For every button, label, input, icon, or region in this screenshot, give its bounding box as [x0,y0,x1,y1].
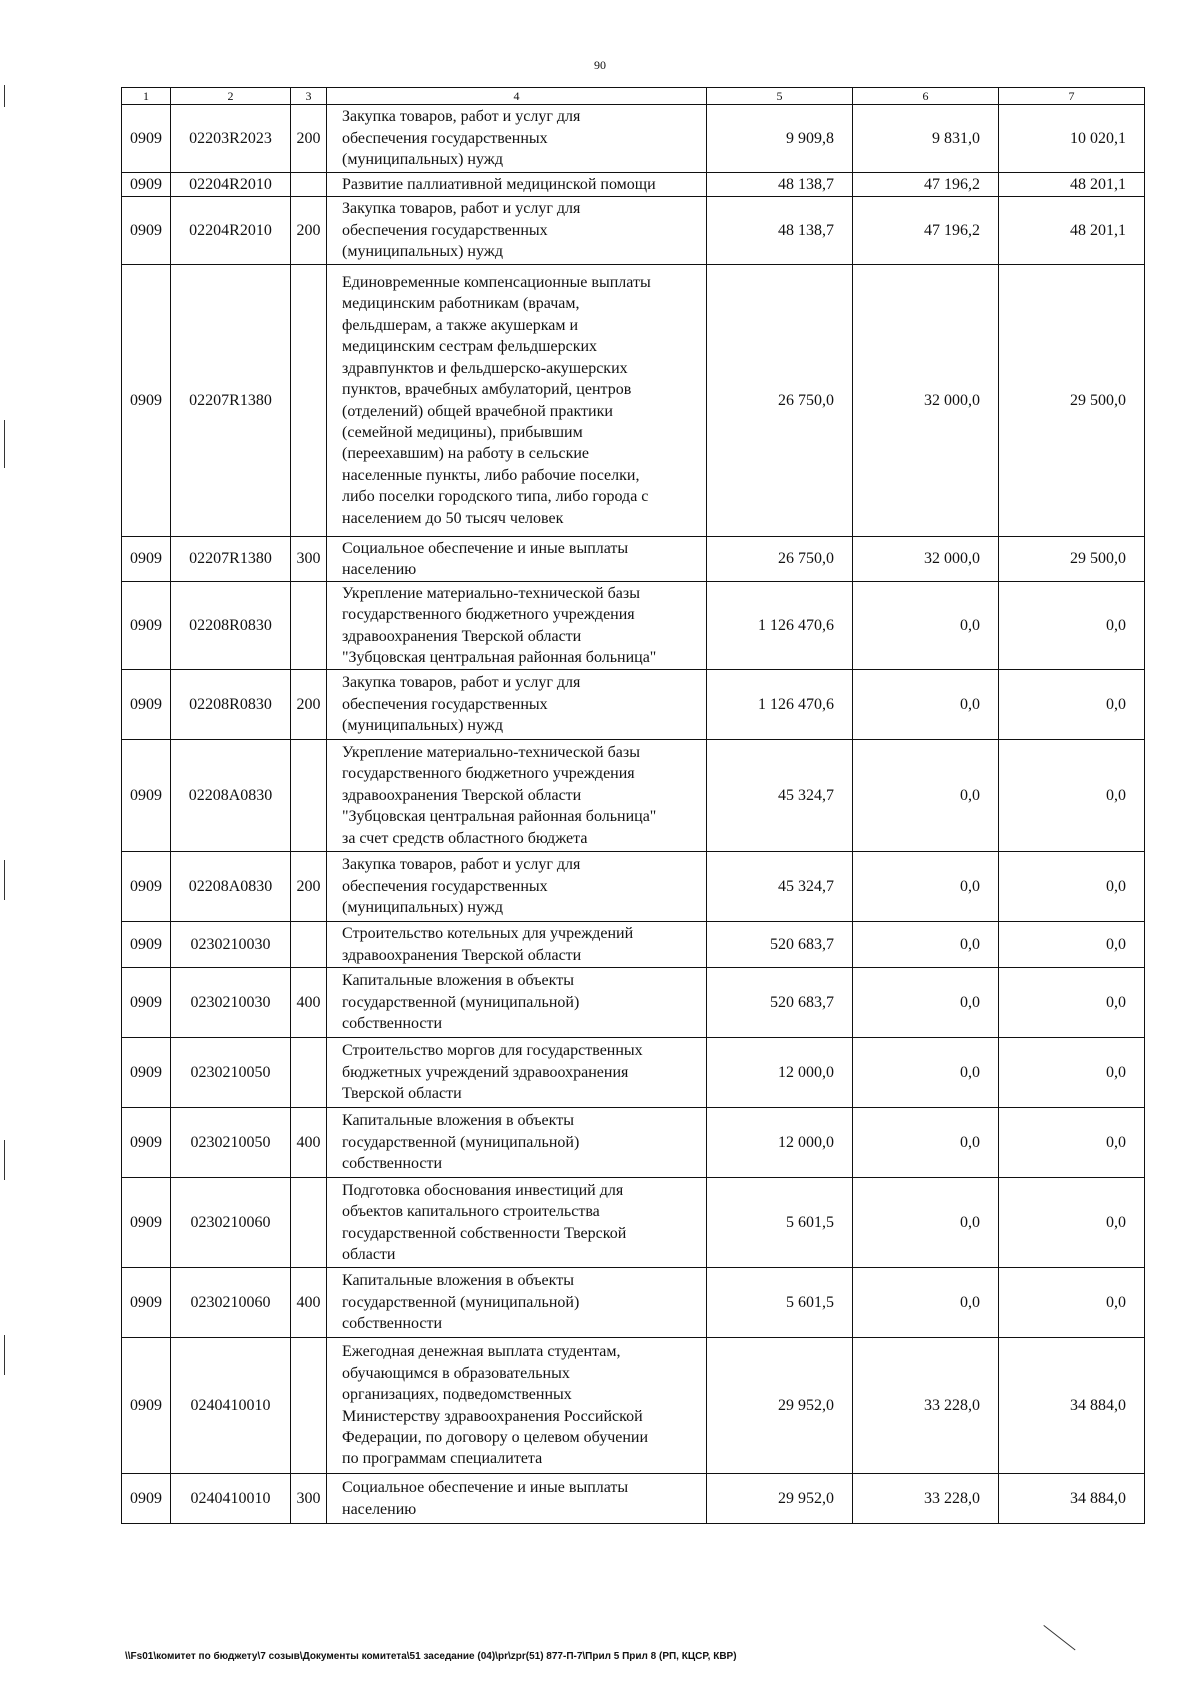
amount-2022-cell: 9 909,8 [707,105,853,173]
target-code-cell: 02208R0830 [171,670,291,740]
amount-2024-cell: 0,0 [999,852,1145,922]
scan-mark [4,85,5,107]
amount-2022-cell: 12 000,0 [707,1038,853,1108]
page-number: 90 [594,58,606,72]
expense-type-cell: 200 [291,105,327,173]
amount-2023-cell: 47 196,2 [853,197,999,265]
target-code-cell: 02208R0830 [171,582,291,670]
section-cell: 0909 [122,1038,171,1108]
section-cell: 0909 [122,1178,171,1268]
section-cell: 0909 [122,1268,171,1338]
section-cell: 0909 [122,265,171,537]
column-header: 5 [707,88,853,105]
amount-2024-cell: 29 500,0 [999,265,1145,537]
table-row [122,852,1145,922]
target-code-cell: 02204R2010 [171,173,291,197]
table-row [122,1038,1145,1108]
section-cell: 0909 [122,197,171,265]
target-code-cell: 0230210030 [171,968,291,1038]
amount-2023-cell: 0,0 [853,670,999,740]
column-header: 1 [122,88,171,105]
expense-type-cell [291,265,327,537]
expense-type-cell: 400 [291,1108,327,1178]
amount-2023-cell: 32 000,0 [853,265,999,537]
expense-type-cell [291,1038,327,1108]
target-code-cell: 02208A0830 [171,740,291,852]
description-cell: Строительство котельных для учреждений здравоохранения Тверской области [327,922,707,968]
table-row [122,537,1145,582]
target-code-cell: 0230210060 [171,1178,291,1268]
amount-2023-cell: 0,0 [853,740,999,852]
amount-2022-cell: 5 601,5 [707,1178,853,1268]
table-row [122,1108,1145,1178]
table-row [122,265,1145,537]
amount-2023-cell: 32 000,0 [853,537,999,582]
amount-2024-cell: 0,0 [999,1038,1145,1108]
amount-2023-cell: 33 228,0 [853,1338,999,1474]
expense-type-cell: 300 [291,537,327,582]
section-cell: 0909 [122,582,171,670]
amount-2022-cell: 1 126 470,6 [707,582,853,670]
target-code-cell: 0230210030 [171,922,291,968]
amount-2024-cell: 0,0 [999,968,1145,1038]
column-header: 3 [291,88,327,105]
amount-2023-cell: 0,0 [853,1178,999,1268]
table-row [122,173,1145,197]
scan-mark [4,1140,5,1180]
table-row [122,670,1145,740]
description-cell: Капитальные вложения в объекты государственной (муниципальной) собственности [327,1108,707,1178]
expense-type-cell: 300 [291,1474,327,1524]
section-cell: 0909 [122,852,171,922]
amount-2024-cell: 0,0 [999,740,1145,852]
description-cell: Строительство моргов для государственных бюджетных учреждений здравоохранения Тверской области [327,1038,707,1108]
amount-2023-cell: 0,0 [853,852,999,922]
expense-type-cell: 400 [291,1268,327,1338]
amount-2024-cell: 34 884,0 [999,1338,1145,1474]
target-code-cell: 02207R1380 [171,537,291,582]
column-header: 6 [853,88,999,105]
description-cell: Социальное обеспечение и иные выплаты населению [327,537,707,582]
amount-2022-cell: 12 000,0 [707,1108,853,1178]
amount-2022-cell: 45 324,7 [707,740,853,852]
target-code-cell: 0240410010 [171,1474,291,1524]
amount-2024-cell: 34 884,0 [999,1474,1145,1524]
target-code-cell: 02203R2023 [171,105,291,173]
expense-type-cell [291,173,327,197]
amount-2022-cell: 26 750,0 [707,265,853,537]
amount-2022-cell: 45 324,7 [707,852,853,922]
expense-type-cell [291,1338,327,1474]
table-row [122,1474,1145,1524]
amount-2023-cell: 0,0 [853,922,999,968]
description-cell: Укрепление материально-технической базы государственного бюджетного учреждения здравоохранения Тверской области "Зубцовская центральная районная больница" [327,582,707,670]
amount-2022-cell: 26 750,0 [707,537,853,582]
expense-type-cell: 200 [291,852,327,922]
target-code-cell: 0240410010 [171,1338,291,1474]
section-cell: 0909 [122,1108,171,1178]
section-cell: 0909 [122,922,171,968]
expense-type-cell: 200 [291,670,327,740]
description-cell: Капитальные вложения в объекты государственной (муниципальной) собственности [327,968,707,1038]
description-cell: Развитие паллиативной медицинской помощи [327,173,707,197]
table-row [122,968,1145,1038]
amount-2024-cell: 0,0 [999,1178,1145,1268]
expense-type-cell [291,582,327,670]
table-row [122,105,1145,173]
section-cell: 0909 [122,670,171,740]
amount-2024-cell: 0,0 [999,922,1145,968]
amount-2023-cell: 0,0 [853,1108,999,1178]
section-cell: 0909 [122,537,171,582]
column-header: 7 [999,88,1145,105]
amount-2023-cell: 0,0 [853,582,999,670]
description-cell: Закупка товаров, работ и услуг для обеспечения государственных (муниципальных) нужд [327,670,707,740]
target-code-cell: 02204R2010 [171,197,291,265]
expense-type-cell [291,922,327,968]
amount-2024-cell: 48 201,1 [999,197,1145,265]
target-code-cell: 02207R1380 [171,265,291,537]
table-row [122,582,1145,670]
amount-2023-cell: 47 196,2 [853,173,999,197]
column-header: 2 [171,88,291,105]
amount-2023-cell: 33 228,0 [853,1474,999,1524]
table-row [122,1338,1145,1474]
section-cell: 0909 [122,968,171,1038]
table-row [122,740,1145,852]
description-cell: Единовременные компенсационные выплаты медицинским работникам (врачам, фельдшерам, а также акушеркам и медицинским сестрам фельдшерских здравпунктов и фельдшерско-акушерских пунктов, врачебных амбулаторий, центров (отделений) общей врачебной практики (семейной медицины), прибывшим (переехавшим) на работу в сельские населенные пункты, либо рабочие поселки, либо поселки городского типа, либо города с населением до 50 тысяч человек [327,265,707,537]
section-cell: 0909 [122,1474,171,1524]
target-code-cell: 0230210060 [171,1268,291,1338]
description-cell: Социальное обеспечение и иные выплаты населению [327,1474,707,1524]
amount-2023-cell: 0,0 [853,1268,999,1338]
amount-2024-cell: 0,0 [999,582,1145,670]
amount-2023-cell: 0,0 [853,968,999,1038]
section-cell: 0909 [122,105,171,173]
amount-2022-cell: 29 952,0 [707,1338,853,1474]
section-cell: 0909 [122,1338,171,1474]
footer-file-path: \\Fs01\комитет по бюджету\7 созыв\Документы комитета\51 заседание (04)\pr\zpr(51) 877-П-7\Прил 5 Прил 8 (РП, КЦСР, КВР) [125,1651,737,1662]
description-cell: Укрепление материально-технической базы государственного бюджетного учреждения здравоохранения Тверской области "Зубцовская центральная районная больница" за счет средств областного бюджета [327,740,707,852]
amount-2023-cell: 9 831,0 [853,105,999,173]
amount-2024-cell: 0,0 [999,1268,1145,1338]
amount-2022-cell: 520 683,7 [707,922,853,968]
amount-2024-cell: 0,0 [999,670,1145,740]
scan-mark [4,860,5,900]
amount-2022-cell: 48 138,7 [707,173,853,197]
amount-2024-cell: 0,0 [999,1108,1145,1178]
amount-2022-cell: 29 952,0 [707,1474,853,1524]
expense-type-cell: 400 [291,968,327,1038]
scan-mark [4,420,5,468]
table-row [122,922,1145,968]
amount-2022-cell: 5 601,5 [707,1268,853,1338]
amount-2022-cell: 1 126 470,6 [707,670,853,740]
target-code-cell: 02208A0830 [171,852,291,922]
amount-2024-cell: 10 020,1 [999,105,1145,173]
expense-type-cell: 200 [291,197,327,265]
section-cell: 0909 [122,740,171,852]
table-row [122,197,1145,265]
scan-mark [1043,1625,1075,1650]
budget-table [121,87,1145,1524]
table-header-row [122,88,1145,105]
target-code-cell: 0230210050 [171,1108,291,1178]
description-cell: Капитальные вложения в объекты государственной (муниципальной) собственности [327,1268,707,1338]
description-cell: Закупка товаров, работ и услуг для обеспечения государственных (муниципальных) нужд [327,197,707,265]
section-cell: 0909 [122,173,171,197]
table-row [122,1178,1145,1268]
description-cell: Закупка товаров, работ и услуг для обеспечения государственных (муниципальных) нужд [327,105,707,173]
amount-2023-cell: 0,0 [853,1038,999,1108]
target-code-cell: 0230210050 [171,1038,291,1108]
table-row [122,1268,1145,1338]
description-cell: Закупка товаров, работ и услуг для обеспечения государственных (муниципальных) нужд [327,852,707,922]
amount-2024-cell: 29 500,0 [999,537,1145,582]
expense-type-cell [291,1178,327,1268]
description-cell: Ежегодная денежная выплата студентам, обучающимся в образовательных организациях, подведомственных Министерству здравоохранения Российской Федерации, по договору о целевом обучении по программам специалитета [327,1338,707,1474]
amount-2022-cell: 520 683,7 [707,968,853,1038]
column-header: 4 [327,88,707,105]
expense-type-cell [291,740,327,852]
description-cell: Подготовка обоснования инвестиций для объектов капитального строительства государственной собственности Тверской области [327,1178,707,1268]
amount-2024-cell: 48 201,1 [999,173,1145,197]
scan-mark [4,1335,5,1375]
amount-2022-cell: 48 138,7 [707,197,853,265]
